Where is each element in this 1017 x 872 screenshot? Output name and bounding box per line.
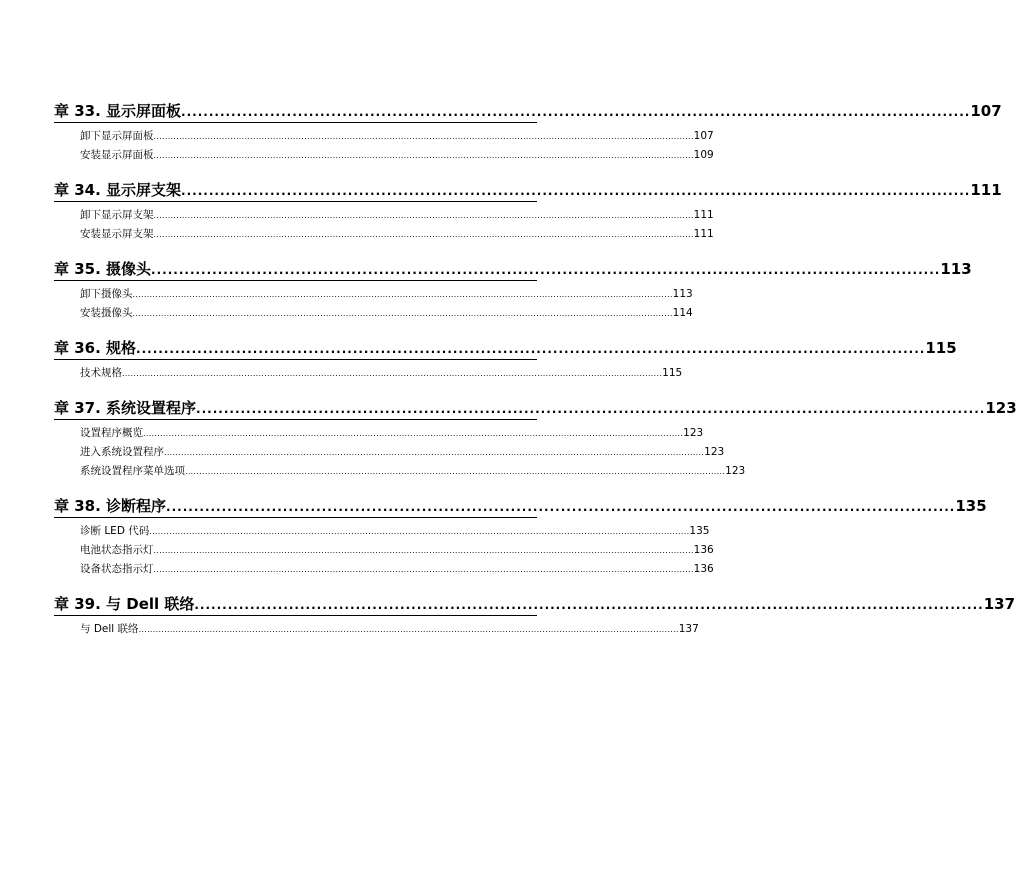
toc-entry[interactable] <box>54 304 693 323</box>
dot-leader: .............................................................................................................................................................................................. <box>122 369 663 378</box>
toc-chapter <box>54 593 1016 639</box>
table-of-contents <box>54 100 1017 653</box>
section-title: 卸下显示屏面板 <box>80 130 154 142</box>
section-page-number: 111 <box>693 228 714 240</box>
toc-entry[interactable] <box>54 225 714 244</box>
dot-leader: .............................................................................................................................................. <box>166 500 956 514</box>
toc-entry[interactable] <box>54 443 725 462</box>
chapter-heading[interactable] <box>54 337 957 360</box>
section-title: 安装显示屏支架 <box>80 228 154 240</box>
section-page-number: 123 <box>725 465 746 477</box>
chapter-title: 章 36. 规格 <box>54 339 137 357</box>
toc-chapter <box>54 179 1002 244</box>
toc-entry[interactable] <box>54 560 714 579</box>
toc-entry[interactable] <box>54 541 714 560</box>
section-page-number: 114 <box>672 307 693 319</box>
chapter-page-number: 115 <box>925 339 957 357</box>
chapter-heading[interactable] <box>54 495 987 518</box>
section-page-number: 113 <box>672 288 693 300</box>
dot-leader: .............................................................................................................................................................................................. <box>153 565 694 574</box>
chapter-heading[interactable] <box>54 100 1002 123</box>
dot-leader: .............................................................................................................................................................................................. <box>164 448 705 457</box>
section-page-number: 115 <box>662 367 683 379</box>
toc-chapter <box>54 337 957 383</box>
chapter-page-number: 113 <box>940 260 972 278</box>
dot-leader: .............................................................................................................................................. <box>181 184 971 198</box>
dot-leader: .............................................................................................................................................................................................. <box>132 309 673 318</box>
section-title: 系统设置程序菜单选项 <box>80 465 185 477</box>
chapter-title: 章 38. 诊断程序 <box>54 497 167 515</box>
chapter-title: 章 34. 显示屏支架 <box>54 181 182 199</box>
section-title: 设置程序概览 <box>80 427 143 439</box>
section-title: 设备状态指示灯 <box>80 563 154 575</box>
section-title: 诊断 LED 代码 <box>80 525 150 537</box>
dot-leader: .............................................................................................................................................. <box>196 402 986 416</box>
dot-leader: .............................................................................................................................................................................................. <box>153 211 694 220</box>
toc-entry[interactable] <box>54 620 699 639</box>
section-title: 电池状态指示灯 <box>80 544 154 556</box>
toc-entry[interactable] <box>54 146 714 165</box>
section-page-number: 123 <box>704 446 725 458</box>
chapter-heading[interactable] <box>54 593 1016 616</box>
toc-entry[interactable] <box>54 522 710 541</box>
dot-leader: .............................................................................................................................................................................................. <box>153 132 694 141</box>
section-title: 与 Dell 联络 <box>80 623 139 635</box>
toc-chapter <box>54 397 1017 481</box>
section-page-number: 136 <box>693 563 714 575</box>
chapter-page-number: 135 <box>955 497 987 515</box>
section-page-number: 111 <box>693 209 714 221</box>
toc-entry[interactable] <box>54 462 746 481</box>
chapter-heading[interactable] <box>54 258 972 281</box>
chapter-title: 章 39. 与 Dell 联络 <box>54 595 195 613</box>
toc-chapter <box>54 100 1002 165</box>
toc-chapter <box>54 495 987 579</box>
dot-leader: .............................................................................................................................................. <box>181 105 971 119</box>
chapter-heading[interactable] <box>54 397 1017 420</box>
chapter-title: 章 33. 显示屏面板 <box>54 102 182 120</box>
toc-entry[interactable] <box>54 127 714 146</box>
chapter-page-number: 137 <box>983 595 1016 613</box>
chapter-page-number: 111 <box>970 181 1002 199</box>
chapter-title: 章 35. 摄像头 <box>54 260 152 278</box>
dot-leader: .............................................................................................................................................................................................. <box>149 527 690 536</box>
toc-entry[interactable] <box>54 206 714 225</box>
dot-leader: .............................................................................................................................................................................................. <box>153 230 694 239</box>
section-title: 安装摄像头 <box>80 307 133 319</box>
section-page-number: 107 <box>693 130 714 142</box>
section-page-number: 136 <box>693 544 714 556</box>
chapter-page-number: 123 <box>985 399 1017 417</box>
dot-leader: .............................................................................................................................................. <box>151 263 941 277</box>
chapter-heading[interactable] <box>54 179 1002 202</box>
section-title: 卸下显示屏支架 <box>80 209 154 221</box>
toc-entry[interactable] <box>54 424 704 443</box>
dot-leader: .............................................................................................................................................................................................. <box>138 625 679 634</box>
section-page-number: 137 <box>678 623 699 635</box>
section-title: 卸下摄像头 <box>80 288 133 300</box>
chapter-page-number: 107 <box>970 102 1002 120</box>
dot-leader: .............................................................................................................................................................................................. <box>153 546 694 555</box>
toc-entry[interactable] <box>54 285 693 304</box>
dot-leader: .............................................................................................................................................................................................. <box>132 290 673 299</box>
dot-leader: .............................................................................................................................................. <box>136 342 926 356</box>
section-page-number: 109 <box>693 149 714 161</box>
section-title: 技术规格 <box>80 367 122 379</box>
section-title: 安装显示屏面板 <box>80 149 154 161</box>
section-title: 进入系统设置程序 <box>80 446 164 458</box>
section-page-number: 123 <box>683 427 704 439</box>
dot-leader: .............................................................................................................................................................................................. <box>143 429 684 438</box>
dot-leader: .............................................................................................................................................................................................. <box>185 467 726 476</box>
toc-entry[interactable] <box>54 364 683 383</box>
section-page-number: 135 <box>689 525 710 537</box>
toc-chapter <box>54 258 972 323</box>
chapter-title: 章 37. 系统设置程序 <box>54 399 197 417</box>
dot-leader: .............................................................................................................................................. <box>194 598 984 612</box>
dot-leader: .............................................................................................................................................................................................. <box>153 151 694 160</box>
